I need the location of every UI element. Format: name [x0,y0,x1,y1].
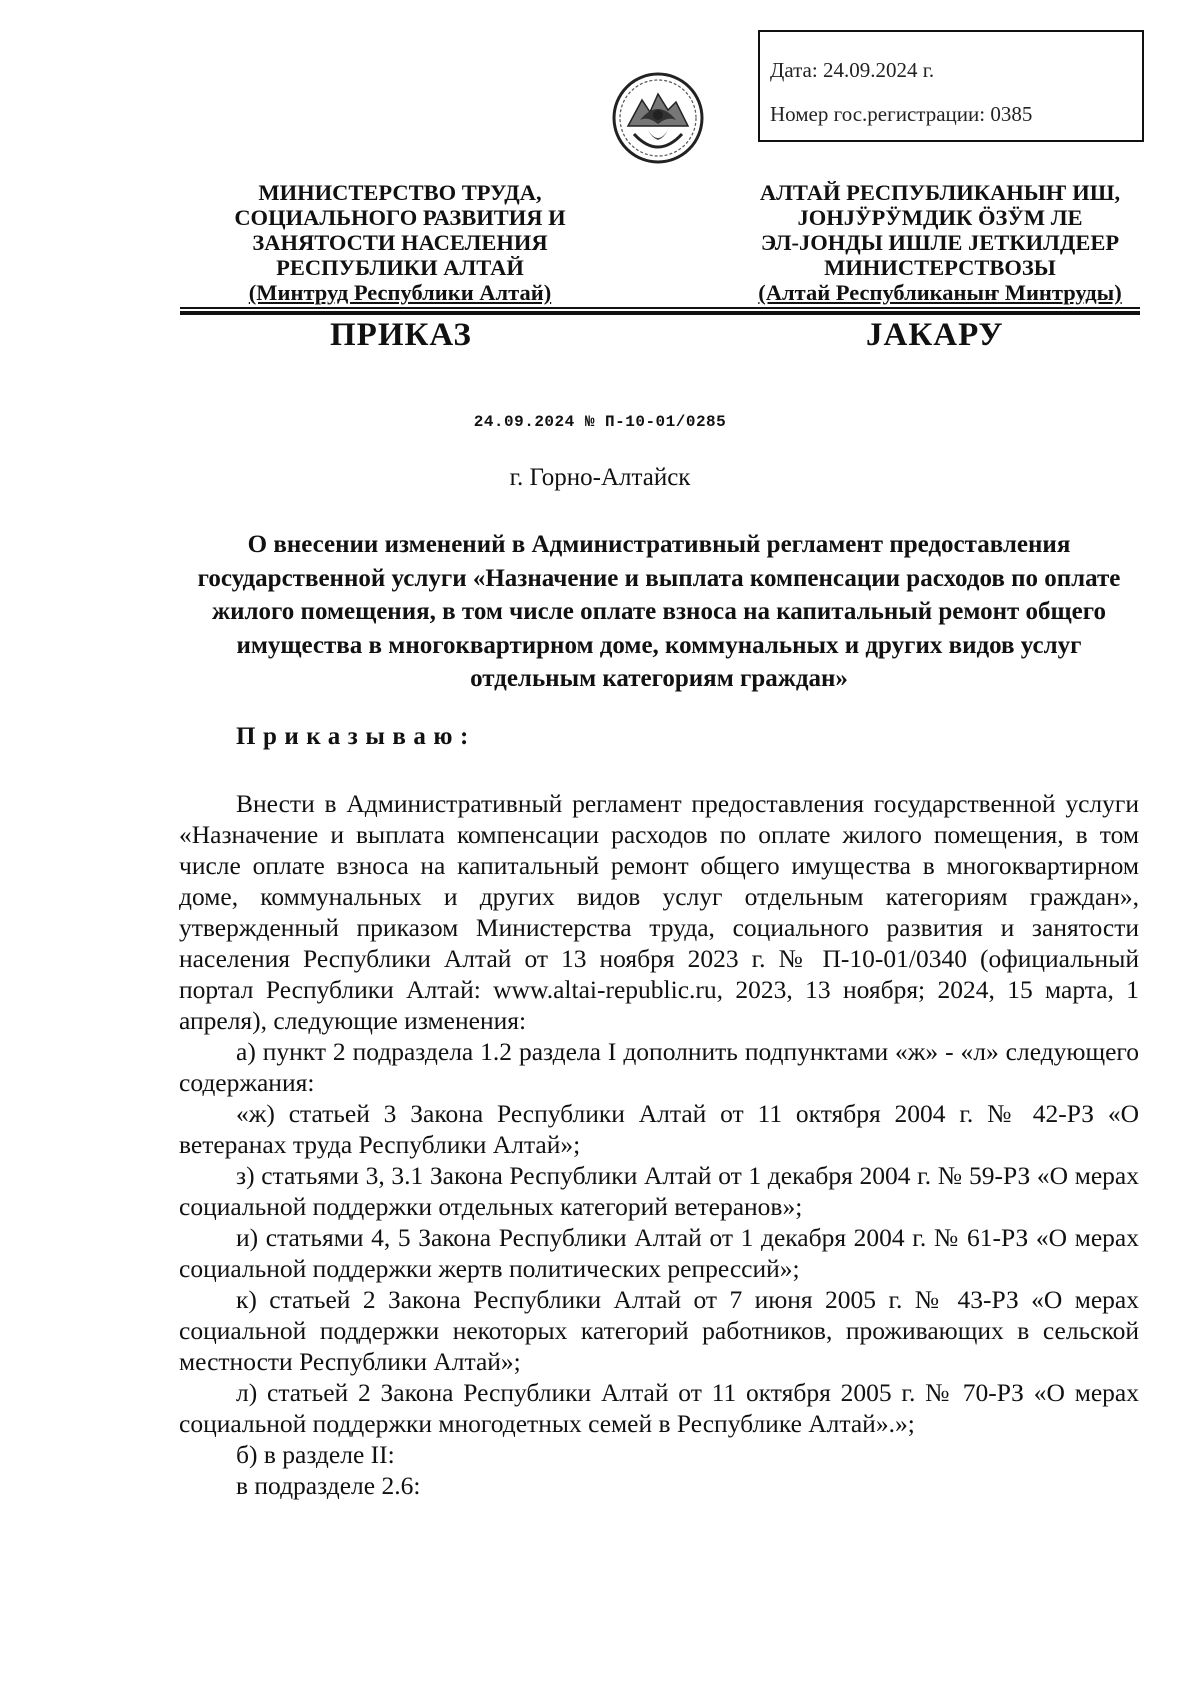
order-title-russian: ПРИКАЗ [330,317,472,353]
body-paragraph: и) статьями 4, 5 Закона Республики Алтай от 1 декабря 2004 г. № 61-РЗ «О мерах социальной поддержки жертв политических репрессий»; [179,1223,1139,1283]
ministry-line: СОЦИАЛЬНОГО РАЗВИТИЯ И [234,205,566,230]
body-paragraph: в подразделе 2.6: [236,1471,421,1500]
city: г. Горно-Алтайск [509,464,691,491]
document-heading: О внесении изменений в Административный регламент предоставления государственной услуги «Назначение и выплата компенсации расходов по оплате жилого помещения, в том числе оплате взноса на капитальный ремонт общего имущества в многоквартирном доме, коммунальных и других видов услуг отдельным категориям граждан» [197,531,1121,692]
ministry-short-name: (Алтай Республиканыҥ Минтруды) [758,280,1122,305]
ministry-line: ЭЛ-JОНДЫ ИШЛЕ JЕТКИЛДЕЕР [760,230,1120,255]
ministry-name-russian [200,180,600,305]
ministry-line: РЕСПУБЛИКИ АЛТАЙ [276,255,524,280]
body-paragraph: к) статьей 2 Закона Республики Алтай от 7 июня 2005 г. № 43-РЗ «О мерах социальной поддержки некоторых категорий работников, проживающих в сельской местности Республики Алтай»; [179,1285,1139,1376]
header-divider-thin [180,307,1140,309]
ministry-line: МИНИСТЕРСТВОЗЫ [824,255,1056,280]
body-paragraph: л) статьей 2 Закона Республики Алтай от 11 октября 2005 г. № 70-РЗ «О мерах социальной поддержки многодетных семей в Республике Алтай».»; [179,1378,1139,1438]
order-title-altai: JАКАРУ [866,317,1004,353]
altai-coat-of-arms-icon [608,68,708,178]
registration-date: Дата: 24.09.2024 г. [770,58,935,82]
body-paragraph: Внести в Административный регламент предоставления государственной услуги «Назначение и выплата компенсации расходов по оплате жилого помещения, в том числе оплате взноса на капитальный ремонт общего имущества в многоквартирном доме, коммунальных и других видов услуг отдельным категориям граждан», утвержденный приказом Министерства труда, социального развития и занятости населения Республики Алтай от 13 ноября 2023 г. № П-10-01/0340 (официальный портал Республики Алтай: www.altai-republic.ru, 2023, 13 ноября; 2024, 15 марта, 1 апреля), следующие изменения: [179,789,1139,1035]
ministry-line: МИНИСТЕРСТВО ТРУДА, [258,180,542,205]
ministry-line: ЗАНЯТОСТИ НАСЕЛЕНИЯ [252,230,548,255]
body-paragraph: «ж) статьей 3 Закона Республики Алтай от 11 октября 2004 г. № 42-РЗ «О ветеранах труда Республики Алтай»; [179,1099,1139,1159]
body-paragraph: б) в разделе II: [236,1440,395,1469]
ministry-short-name: (Минтруд Республики Алтай) [248,280,552,305]
ministry-name-altai [740,180,1140,305]
body-paragraph: а) пункт 2 подраздела 1.2 раздела I дополнить подпунктами «ж» - «л» следующего содержания: [179,1037,1139,1097]
registration-stamp [758,30,1144,142]
registration-number: Номер гос.регистрации: 0385 [770,102,1033,126]
header-divider-thick [180,311,1140,315]
document-body [179,788,1139,1501]
document-number: 24.09.2024 № П-10-01/0285 [473,413,727,431]
order-directive: Приказываю: [236,723,476,750]
ministry-line: JОНJӰРӰМДИК ӦЗӰМ ЛЕ [797,205,1083,230]
ministry-line: АЛТАЙ РЕСПУБЛИКАНЫҤ ИШ, [759,180,1121,205]
body-paragraph: з) статьями 3, 3.1 Закона Республики Алтай от 1 декабря 2004 г. № 59-РЗ «О мерах социальной поддержки отдельных категорий ветеранов»; [179,1161,1139,1221]
